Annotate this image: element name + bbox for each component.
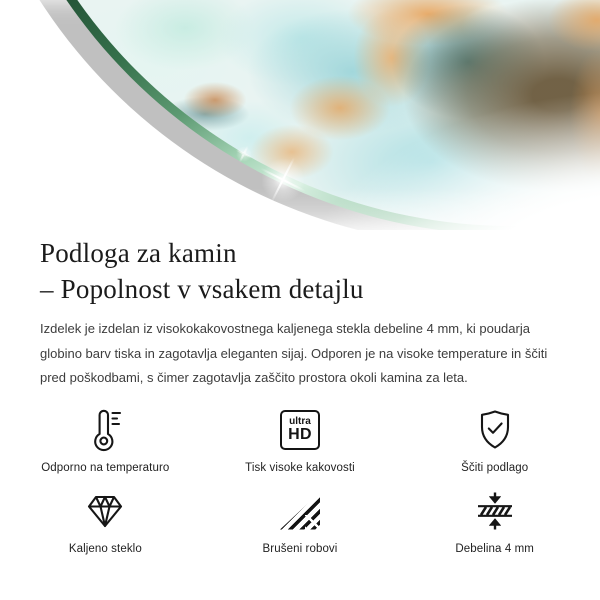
- feature-label: Odporno na temperaturo: [41, 461, 170, 474]
- feature-print-quality: [203, 407, 398, 474]
- page-title-line2: – Popolnost v vsakem detajlu: [40, 274, 364, 304]
- feature-grid: [8, 407, 592, 555]
- feature-tempered-glass: [8, 488, 203, 555]
- photo-white-fade: [0, 0, 600, 230]
- shield-check-icon: [475, 407, 515, 453]
- thickness-icon: [475, 488, 515, 534]
- feature-temperature-resistant: [8, 407, 203, 474]
- feature-label: Ščiti podlago: [461, 461, 529, 474]
- feature-thickness: [397, 488, 592, 555]
- ultra-hd-badge-top-text: ultra: [289, 416, 311, 427]
- feature-label: Debelina 4 mm: [455, 542, 534, 555]
- brushed-edges-icon: [280, 488, 320, 534]
- feature-protects-floor: [397, 407, 592, 474]
- page-title-line1: Podloga za kamin: [40, 238, 237, 268]
- product-description: Izdelek je izdelan iz visokokakovostnega kaljenega stekla debeline 4 mm, ki poudarja globino barv tiska in zagotavlja eleganten sijaj. Odporen je na visoke temperature in ščiti pred poškodbami, s čimer zagotavlja zaščito prostora okoli kamina za leta.: [40, 321, 548, 385]
- feature-polished-edges: [203, 488, 398, 555]
- text-block: [0, 235, 600, 391]
- feature-label: Tisk visoke kakovosti: [245, 461, 355, 474]
- product-photo: [0, 0, 600, 230]
- feature-label: Kaljeno steklo: [68, 542, 142, 555]
- ultra-hd-badge-bottom-text: HD: [288, 426, 312, 443]
- diagonal-hatch-triangle: [280, 492, 320, 530]
- ultra-hd-badge: [280, 410, 320, 450]
- diamond-icon: [83, 488, 127, 534]
- page-title: [40, 235, 564, 307]
- thermometer-icon: [85, 407, 125, 453]
- feature-label: Brušeni robovi: [262, 542, 338, 555]
- ultra-hd-icon: [280, 407, 320, 453]
